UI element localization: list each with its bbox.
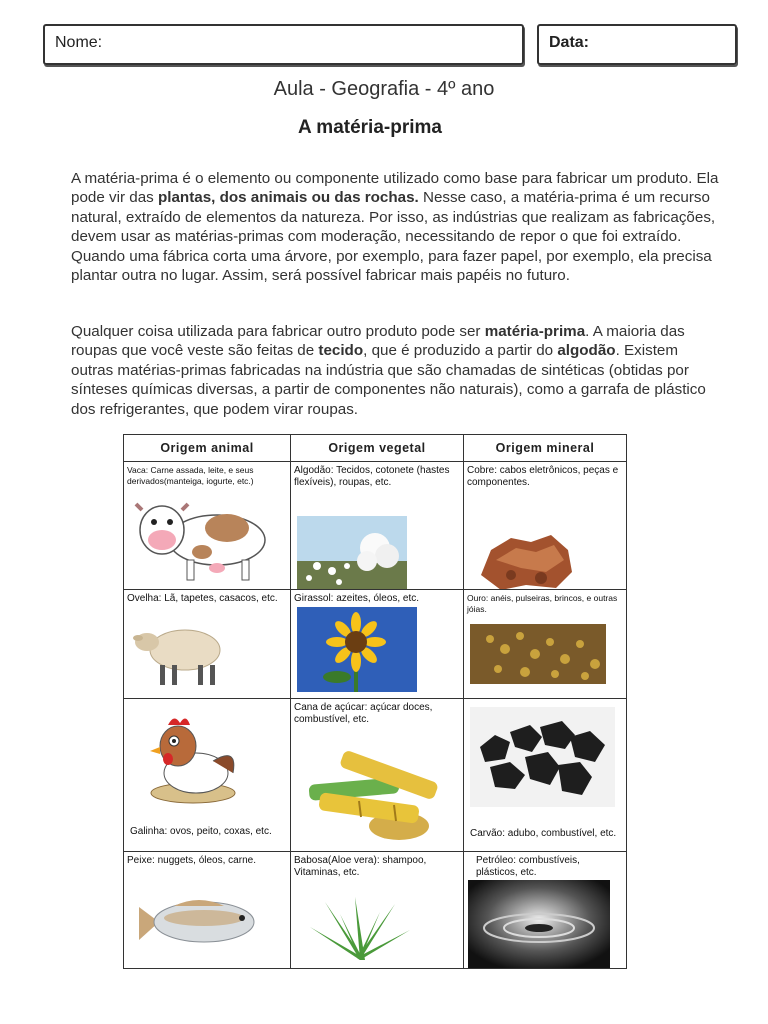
p2-text-3: , que é produzido a partir do xyxy=(363,342,558,360)
p2-text-4: . Existem outras matérias-primas fabricadas na indústria que são chamadas de sintéticas (obtidas por sínteses químicas diversas, a partir de componentes não naturais), como a garrafa de plástico dos refrigerantes, que podem virar roupas. xyxy=(71,342,706,418)
copper-caption: Cobre: cabos eletrônicos, peças e componentes. xyxy=(467,465,619,488)
sunflower-caption: Girassol: azeites, óleos, etc. xyxy=(294,593,420,604)
chicken-icon xyxy=(138,711,248,806)
sheep-caption: Ovelha: Lã, tapetes, casacos, etc. xyxy=(127,593,278,604)
cotton-icon xyxy=(297,516,407,590)
table-header-row xyxy=(124,435,627,462)
header-vegetal: Origem vegetal xyxy=(291,435,464,462)
copper-icon xyxy=(476,530,576,590)
cell-copper xyxy=(464,462,627,590)
p2-text-2: . A maioria das roupas que você veste são feitas de xyxy=(71,323,685,360)
p2-bold-3: algodão xyxy=(557,342,616,360)
cell-gold xyxy=(464,590,627,699)
date-label: Data: xyxy=(549,34,590,51)
cotton-caption: Algodão: Tecidos, cotonete (hastes flexíveis), roupas, etc. xyxy=(294,465,450,488)
p2-bold-2: tecido xyxy=(318,342,364,360)
cell-aloe xyxy=(291,852,464,969)
chicken-caption: Galinha: ovos, peito, coxas, etc. xyxy=(130,826,272,837)
cell-sunflower xyxy=(291,590,464,699)
coal-icon xyxy=(470,707,615,807)
coal-caption: Carvão: adubo, combustível, etc. xyxy=(470,828,617,839)
sugarcane-caption: Cana de açúcar: açúcar doces, combustível, etc. xyxy=(294,702,433,725)
sheep-icon xyxy=(130,620,230,690)
p1-text-1: A matéria-prima é o elemento ou componente utilizado como base para fabricar um produto. Ela pode vir das xyxy=(71,170,719,207)
p1-bold-1: plantas, dos animais ou das rochas. xyxy=(157,189,419,207)
cell-cow xyxy=(124,462,291,590)
fish-icon xyxy=(134,892,264,952)
header-mineral: Origem mineral xyxy=(464,435,627,462)
header-animal: Origem animal xyxy=(124,435,291,462)
cell-sugarcane xyxy=(291,699,464,852)
p2-text-1: Qualquer coisa utilizada para fabricar outro produto pode ser xyxy=(71,323,485,340)
table-row xyxy=(124,462,627,590)
oil-icon xyxy=(468,880,610,968)
cell-cotton xyxy=(291,462,464,590)
second-paragraph xyxy=(71,322,721,419)
lesson-subtitle: Aula - Geografia - 4º ano xyxy=(273,78,495,100)
p1-text-2: Nesse caso, a matéria-prima é um recurso natural, extraído de elementos da natureza. Por isso, as indústrias que realizam as fabricações, devem usar as matérias-primas com moderação, necessitando de repor o que foi extraído. Quando uma fábrica corta uma árvore, por exemplo, para fazer papel, por exemplo, ela precisa plantar outra no lugar. Assim, será possível fabricar mais papéis no futuro. xyxy=(71,189,716,285)
cell-fish xyxy=(124,852,291,969)
intro-paragraph xyxy=(71,169,721,285)
p2-bold-1: matéria-prima xyxy=(484,323,586,340)
aloe-caption: Babosa(Aloe vera): shampoo, Vitaminas, etc. xyxy=(294,855,427,878)
table-row xyxy=(124,590,627,699)
page-title: A matéria-prima xyxy=(298,117,442,138)
name-label: Nome: xyxy=(55,34,103,51)
cell-coal xyxy=(464,699,627,852)
sugarcane-icon xyxy=(299,751,449,846)
aloe-icon xyxy=(305,892,415,962)
gold-caption: Ouro: anéis, pulseiras, brincos, e outras jóias. xyxy=(467,593,618,614)
gold-icon xyxy=(470,624,606,684)
cell-sheep xyxy=(124,590,291,699)
cell-oil xyxy=(464,852,627,969)
oil-caption: Petróleo: combustíveis, plásticos, etc. xyxy=(476,855,580,878)
table-row xyxy=(124,699,627,852)
cow-caption: Vaca: Carne assada, leite, e seus derivados(manteiga, iogurte, etc.) xyxy=(127,465,254,486)
table-row xyxy=(124,852,627,969)
cell-chicken xyxy=(124,699,291,852)
date-field[interactable] xyxy=(537,24,737,65)
sunflower-icon xyxy=(297,607,417,692)
cow-icon xyxy=(132,500,272,585)
raw-materials-table xyxy=(123,434,627,969)
fish-caption: Peixe: nuggets, óleos, carne. xyxy=(127,855,256,866)
name-field[interactable] xyxy=(43,24,524,65)
